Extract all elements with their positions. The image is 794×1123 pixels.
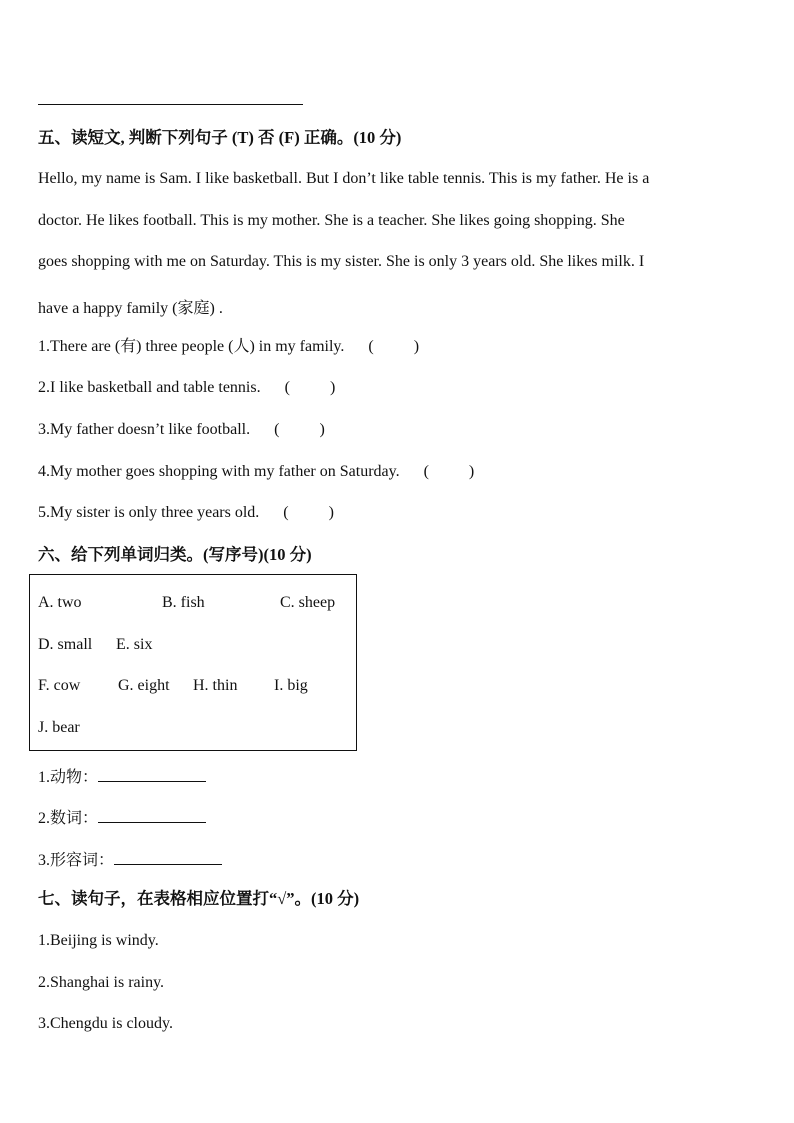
category-row xyxy=(38,765,206,788)
question-text: 1.There are (有) three people (人) in my family. xyxy=(38,338,345,355)
word-item: D. small xyxy=(38,636,93,653)
word-item: F. cow xyxy=(38,677,81,694)
word-item: H. thin xyxy=(193,677,238,694)
question-text: 3.My father doesn’t like football. xyxy=(38,421,251,438)
answer-bracket[interactable]: ( ) xyxy=(283,504,334,521)
sentence-item: 2.Shanghai is rainy. xyxy=(38,974,165,991)
answer-bracket[interactable]: ( ) xyxy=(284,379,336,396)
word-item: C. sheep xyxy=(280,594,336,611)
answer-bracket[interactable]: ( ) xyxy=(423,463,475,480)
word-item: I. big xyxy=(274,677,308,694)
passage-line: doctor. He likes football. This is my mother. She is a teacher. She likes going shopping. She xyxy=(38,212,625,229)
passage-line: goes shopping with me on Saturday. This is my sister. She is only 3 years old. She likes milk. I xyxy=(38,253,645,270)
word-item: J. bear xyxy=(38,719,80,736)
question-item xyxy=(38,462,474,482)
answer-blank[interactable] xyxy=(114,848,222,865)
word-item: G. eight xyxy=(118,677,170,694)
word-item: A. two xyxy=(38,594,82,611)
category-label: 2.数词： xyxy=(38,810,99,827)
answer-blank[interactable] xyxy=(98,806,206,823)
question-text: 4.My mother goes shopping with my father on Saturday. xyxy=(38,463,400,480)
header-divider xyxy=(38,104,303,105)
question-text: 5.My sister is only three years old. xyxy=(38,504,260,521)
word-item: B. fish xyxy=(162,594,205,611)
category-row xyxy=(38,848,222,871)
answer-bracket[interactable]: ( ) xyxy=(274,421,325,438)
question-text: 2.I like basketball and table tennis. xyxy=(38,379,261,396)
word-bank-box xyxy=(29,574,357,751)
sentence-item: 1.Beijing is windy. xyxy=(38,932,159,949)
section5-heading: 五、读短文, 判断下列句子 (T) 否 (F) 正确。(10 分) xyxy=(38,128,402,147)
question-item xyxy=(38,337,419,357)
category-label: 1.动物： xyxy=(38,769,99,786)
section6-heading: 六、给下列单词归类。(写序号)(10 分) xyxy=(38,545,312,564)
passage-line: Hello, my name is Sam. I like basketball. But I don’t like table tennis. This is my father. He is a xyxy=(38,170,650,187)
question-item xyxy=(38,420,325,440)
answer-bracket[interactable]: ( ) xyxy=(368,338,420,355)
question-item xyxy=(38,378,335,398)
section7-heading: 七、读句子，在表格相应位置打“√”。(10 分) xyxy=(38,889,360,908)
question-item xyxy=(38,503,334,523)
answer-blank[interactable] xyxy=(98,765,206,782)
passage-line: have a happy family (家庭) . xyxy=(38,300,223,317)
category-row xyxy=(38,806,206,829)
sentence-item: 3.Chengdu is cloudy. xyxy=(38,1015,173,1032)
word-item: E. six xyxy=(116,636,153,653)
category-label: 3.形容词： xyxy=(38,852,115,869)
